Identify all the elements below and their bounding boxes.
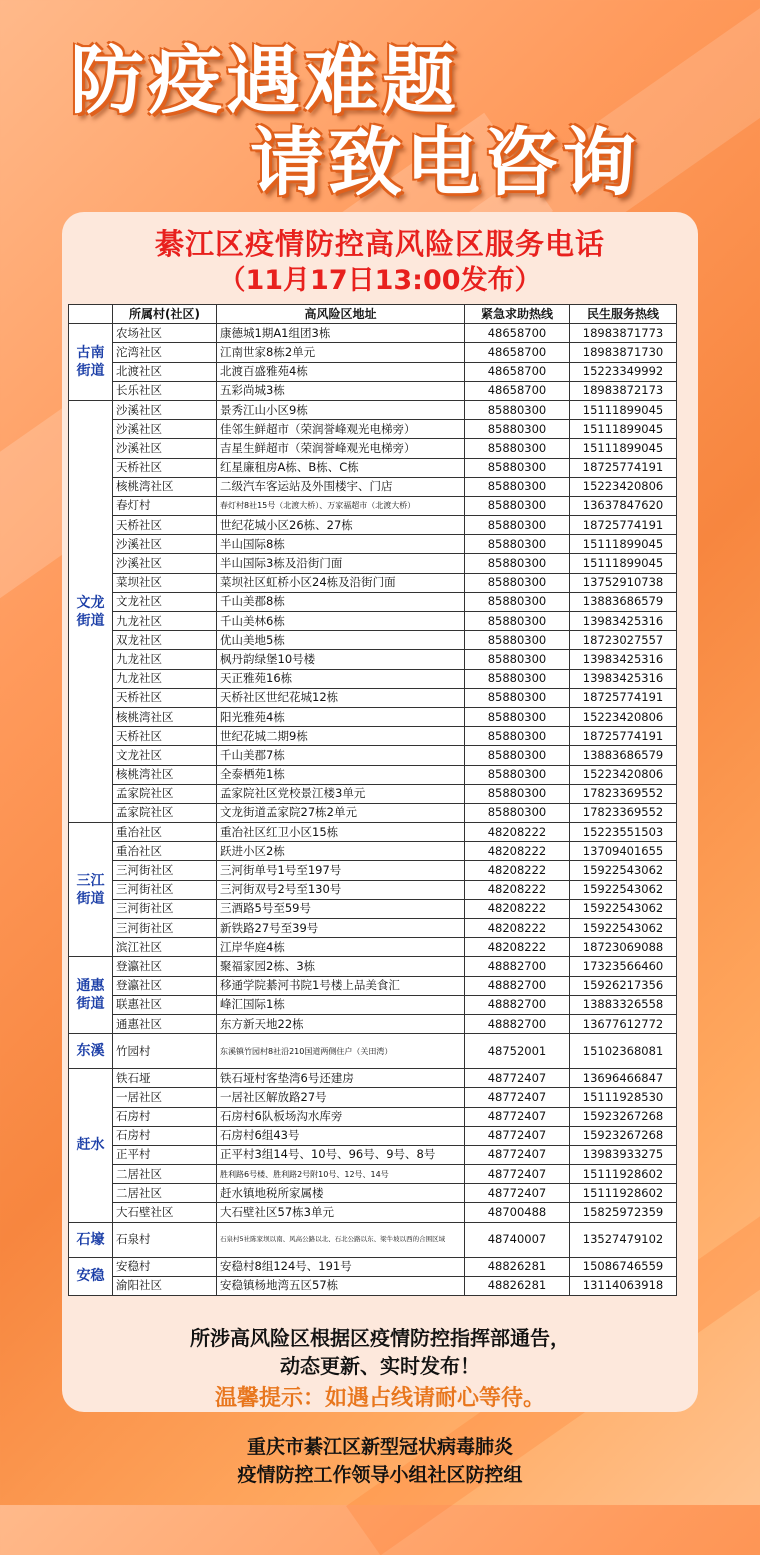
service-line-cell: 15102368081 <box>570 1034 677 1069</box>
address-cell: 世纪花城二期9栋 <box>217 727 465 746</box>
emergency-line-cell: 48882700 <box>465 1014 570 1033</box>
notice-line1: 所涉高风险区根据区疫情防控指挥部通告， <box>190 1326 570 1350</box>
community-cell: 农场社区 <box>113 324 217 343</box>
table-row <box>69 477 677 496</box>
address-cell: 五彩尚城3栋 <box>217 381 465 400</box>
poster-title-line2: 请致电咨询 <box>250 120 640 206</box>
emergency-line-cell: 48208222 <box>465 919 570 938</box>
emergency-line-cell: 48772407 <box>465 1184 570 1203</box>
address-cell: 春灯村8社15号（北渡大桥）、万家福超市（北渡大桥） <box>217 496 465 515</box>
table-row <box>69 938 677 957</box>
service-line-cell: 15922543062 <box>570 880 677 899</box>
service-line-cell: 15223551503 <box>570 823 677 842</box>
notice-line2: 动态更新、实时发布！ <box>280 1354 480 1378</box>
address-cell: 千山美郡8栋 <box>217 592 465 611</box>
address-cell: 文龙街道孟家院27栋2单元 <box>217 803 465 822</box>
emergency-line-cell: 48658700 <box>465 381 570 400</box>
table-row <box>69 669 677 688</box>
street-cell: 三江街道 <box>69 823 113 957</box>
service-line-cell: 13883326558 <box>570 995 677 1014</box>
emergency-line-cell: 85880300 <box>465 688 570 707</box>
emergency-line-cell: 85880300 <box>465 516 570 535</box>
community-cell: 菜坝社区 <box>113 573 217 592</box>
address-cell: 一居社区解放路27号 <box>217 1088 465 1107</box>
table-row <box>69 1126 677 1145</box>
emergency-line-cell: 85880300 <box>465 420 570 439</box>
address-cell: 江南世家8栋2单元 <box>217 343 465 362</box>
address-cell: 千山美林6栋 <box>217 612 465 631</box>
table-row <box>69 592 677 611</box>
service-line-cell: 15111899045 <box>570 535 677 554</box>
community-cell: 三河街社区 <box>113 919 217 938</box>
community-cell: 双龙社区 <box>113 631 217 650</box>
emergency-line-cell: 85880300 <box>465 669 570 688</box>
community-cell: 孟家院社区 <box>113 784 217 803</box>
table-row <box>69 516 677 535</box>
street-cell: 文龙街道 <box>69 400 113 822</box>
address-cell: 菜坝社区虹桥小区24栋及沿街门面 <box>217 573 465 592</box>
address-cell: 三河街双号2号至130号 <box>217 880 465 899</box>
address-cell: 胜利路6号楼、胜利路2号附10号、12号、14号 <box>217 1165 465 1184</box>
emergency-line-cell: 48772407 <box>465 1107 570 1126</box>
address-cell: 东方新天地22栋 <box>217 1014 465 1033</box>
emergency-line-cell: 48208222 <box>465 861 570 880</box>
emergency-line-cell: 85880300 <box>465 439 570 458</box>
table-row <box>69 324 677 343</box>
address-cell: 红星廉租房A栋、B栋、C栋 <box>217 458 465 477</box>
table-row <box>69 535 677 554</box>
emergency-line-cell: 48882700 <box>465 957 570 976</box>
table-row <box>69 362 677 381</box>
table-row <box>69 420 677 439</box>
address-cell: 世纪花城小区26栋、27栋 <box>217 516 465 535</box>
community-cell: 重冶社区 <box>113 823 217 842</box>
service-line-cell: 13696466847 <box>570 1069 677 1088</box>
table-row <box>69 995 677 1014</box>
street-cell: 古南街道 <box>69 324 113 401</box>
emergency-line-cell: 85880300 <box>465 400 570 419</box>
community-cell: 沙溪社区 <box>113 554 217 573</box>
service-line-cell: 18723027557 <box>570 631 677 650</box>
service-line-cell: 15111928602 <box>570 1165 677 1184</box>
address-cell: 江岸华庭4栋 <box>217 938 465 957</box>
org-line2: 疫情防控工作领导小组社区防控组 <box>237 1464 523 1486</box>
street-cell: 东溪 <box>69 1034 113 1069</box>
emergency-line-cell: 85880300 <box>465 784 570 803</box>
service-line-cell: 18725774191 <box>570 688 677 707</box>
service-line-cell: 15111899045 <box>570 554 677 573</box>
emergency-line-cell: 48772407 <box>465 1088 570 1107</box>
address-cell: 枫丹韵绿堡10号楼 <box>217 650 465 669</box>
community-cell: 三河街社区 <box>113 899 217 918</box>
address-cell: 天桥社区世纪花城12栋 <box>217 688 465 707</box>
service-line-cell: 18725774191 <box>570 516 677 535</box>
service-line-cell: 15086746559 <box>570 1257 677 1276</box>
street-cell: 石壕 <box>69 1222 113 1257</box>
community-cell: 联惠社区 <box>113 995 217 1014</box>
table-row <box>69 1257 677 1276</box>
table-header-row <box>69 305 677 324</box>
community-cell: 沱湾社区 <box>113 343 217 362</box>
service-line-cell: 13637847620 <box>570 496 677 515</box>
service-line-cell: 15223420806 <box>570 707 677 726</box>
table-row <box>69 1165 677 1184</box>
emergency-line-cell: 48658700 <box>465 324 570 343</box>
table-row <box>69 381 677 400</box>
community-cell: 沙溪社区 <box>113 400 217 419</box>
service-line-cell: 13983425316 <box>570 612 677 631</box>
table-row <box>69 554 677 573</box>
street-cell: 通惠街道 <box>69 957 113 1034</box>
service-line-cell: 13983425316 <box>570 669 677 688</box>
table-row <box>69 957 677 976</box>
address-cell: 孟家院社区党校景江楼3单元 <box>217 784 465 803</box>
emergency-line-cell: 48772407 <box>465 1145 570 1164</box>
community-cell: 长乐社区 <box>113 381 217 400</box>
address-cell: 半山国际3栋及沿街门面 <box>217 554 465 573</box>
table-row <box>69 439 677 458</box>
table-row <box>69 688 677 707</box>
address-cell: 峰汇国际1栋 <box>217 995 465 1014</box>
emergency-line-cell: 85880300 <box>465 458 570 477</box>
table-row <box>69 880 677 899</box>
table-row <box>69 1088 677 1107</box>
table-row <box>69 784 677 803</box>
service-line-cell: 18725774191 <box>570 727 677 746</box>
service-line-cell: 13883686579 <box>570 746 677 765</box>
address-cell: 优山美地5栋 <box>217 631 465 650</box>
service-line-cell: 15926217356 <box>570 976 677 995</box>
community-cell: 三河街社区 <box>113 880 217 899</box>
table-heading: 綦江区疫情防控高风险区服务电话 <box>154 227 605 261</box>
address-cell: 三河街单号1号至197号 <box>217 861 465 880</box>
table-row <box>69 765 677 784</box>
service-line-cell: 15111899045 <box>570 400 677 419</box>
table-row <box>69 1014 677 1033</box>
community-cell: 九龙社区 <box>113 612 217 631</box>
header-service-line: 民生服务热线 <box>570 305 677 324</box>
header-community: 所属村(社区) <box>113 305 217 324</box>
address-cell: 大石壁社区57栋3单元 <box>217 1203 465 1222</box>
table-row <box>69 612 677 631</box>
table-row <box>69 1203 677 1222</box>
address-cell: 康德城1期A1组团3栋 <box>217 324 465 343</box>
header-street <box>69 305 113 324</box>
emergency-line-cell: 48882700 <box>465 976 570 995</box>
service-line-cell: 17823369552 <box>570 784 677 803</box>
service-line-cell: 13709401655 <box>570 842 677 861</box>
address-cell: 千山美郡7栋 <box>217 746 465 765</box>
emergency-line-cell: 85880300 <box>465 746 570 765</box>
address-cell: 二级汽车客运站及外围楼宇、门店 <box>217 477 465 496</box>
service-line-cell: 15923267268 <box>570 1107 677 1126</box>
table-row <box>69 1276 677 1295</box>
table-row <box>69 573 677 592</box>
community-cell: 文龙社区 <box>113 746 217 765</box>
community-cell: 九龙社区 <box>113 669 217 688</box>
community-cell: 二居社区 <box>113 1165 217 1184</box>
community-cell: 沙溪社区 <box>113 535 217 554</box>
community-cell: 九龙社区 <box>113 650 217 669</box>
community-cell: 重冶社区 <box>113 842 217 861</box>
service-line-cell: 18725774191 <box>570 458 677 477</box>
service-line-cell: 15111899045 <box>570 439 677 458</box>
table-row <box>69 707 677 726</box>
address-cell: 阳光雅苑4栋 <box>217 707 465 726</box>
community-cell: 石房村 <box>113 1107 217 1126</box>
service-line-cell: 15825972359 <box>570 1203 677 1222</box>
poster-title-line1: 防疫遇难题 <box>70 38 460 124</box>
emergency-line-cell: 85880300 <box>465 612 570 631</box>
address-cell: 赶水镇地税所家属楼 <box>217 1184 465 1203</box>
table-row <box>69 650 677 669</box>
service-line-cell: 17823369552 <box>570 803 677 822</box>
community-cell: 竹园村 <box>113 1034 217 1069</box>
address-cell: 新铁路27号至39号 <box>217 919 465 938</box>
table-row <box>69 1107 677 1126</box>
emergency-line-cell: 85880300 <box>465 707 570 726</box>
address-cell: 半山国际8栋 <box>217 535 465 554</box>
community-cell: 核桃湾社区 <box>113 707 217 726</box>
emergency-line-cell: 48772407 <box>465 1165 570 1184</box>
emergency-line-cell: 48208222 <box>465 880 570 899</box>
emergency-line-cell: 85880300 <box>465 631 570 650</box>
community-cell: 通惠社区 <box>113 1014 217 1033</box>
community-cell: 文龙社区 <box>113 592 217 611</box>
table-row <box>69 1222 677 1257</box>
emergency-line-cell: 85880300 <box>465 535 570 554</box>
emergency-line-cell: 48826281 <box>465 1276 570 1295</box>
address-cell: 天正雅苑16栋 <box>217 669 465 688</box>
service-line-cell: 15223420806 <box>570 765 677 784</box>
service-line-cell: 15111899045 <box>570 420 677 439</box>
org-line1: 重庆市綦江区新型冠状病毒肺炎 <box>246 1436 513 1458</box>
service-line-cell: 15111928530 <box>570 1088 677 1107</box>
emergency-line-cell: 48658700 <box>465 343 570 362</box>
community-cell: 滨江社区 <box>113 938 217 957</box>
address-cell: 北渡百盛雅苑4栋 <box>217 362 465 381</box>
service-line-cell: 13883686579 <box>570 592 677 611</box>
emergency-line-cell: 48826281 <box>465 1257 570 1276</box>
table-row <box>69 823 677 842</box>
address-cell: 石房村6组43号 <box>217 1126 465 1145</box>
street-cell: 赶水 <box>69 1069 113 1223</box>
warm-tip: 温馨提示：如遇占线请耐心等待。 <box>214 1386 545 1411</box>
community-cell: 二居社区 <box>113 1184 217 1203</box>
community-cell: 铁石垭 <box>113 1069 217 1088</box>
emergency-line-cell: 48772407 <box>465 1126 570 1145</box>
community-cell: 安稳村 <box>113 1257 217 1276</box>
table-row <box>69 400 677 419</box>
address-cell: 移通学院綦河书院1号楼上品美食汇 <box>217 976 465 995</box>
service-line-cell: 18723069088 <box>570 938 677 957</box>
emergency-line-cell: 85880300 <box>465 803 570 822</box>
address-cell: 佳邻生鲜超市（荣润誉峰观光电梯旁） <box>217 420 465 439</box>
community-cell: 核桃湾社区 <box>113 477 217 496</box>
address-cell: 安稳镇杨地湾五区57栋 <box>217 1276 465 1295</box>
table-row <box>69 631 677 650</box>
service-line-cell: 13983425316 <box>570 650 677 669</box>
table-row <box>69 1184 677 1203</box>
emergency-line-cell: 48772407 <box>465 1069 570 1088</box>
service-line-cell: 15923267268 <box>570 1126 677 1145</box>
table-row <box>69 1069 677 1088</box>
service-line-cell: 13752910738 <box>570 573 677 592</box>
emergency-line-cell: 85880300 <box>465 554 570 573</box>
table-row <box>69 746 677 765</box>
address-cell: 重冶社区红卫小区15栋 <box>217 823 465 842</box>
address-cell: 安稳村8组124号、191号 <box>217 1257 465 1276</box>
emergency-line-cell: 48208222 <box>465 823 570 842</box>
community-cell: 石房村 <box>113 1126 217 1145</box>
table-row <box>69 976 677 995</box>
community-cell: 三河街社区 <box>113 861 217 880</box>
table-row <box>69 1034 677 1069</box>
hotline-table <box>68 304 677 1296</box>
community-cell: 沙溪社区 <box>113 420 217 439</box>
emergency-line-cell: 48740007 <box>465 1222 570 1257</box>
emergency-line-cell: 48700488 <box>465 1203 570 1222</box>
community-cell: 春灯村 <box>113 496 217 515</box>
emergency-line-cell: 48208222 <box>465 938 570 957</box>
header-emergency-line: 紧急求助热线 <box>465 305 570 324</box>
emergency-line-cell: 48208222 <box>465 899 570 918</box>
table-row <box>69 861 677 880</box>
address-cell: 景秀江山小区9栋 <box>217 400 465 419</box>
emergency-line-cell: 48882700 <box>465 995 570 1014</box>
community-cell: 天桥社区 <box>113 688 217 707</box>
service-line-cell: 18983872173 <box>570 381 677 400</box>
street-cell: 安稳 <box>69 1257 113 1295</box>
service-line-cell: 13983933275 <box>570 1145 677 1164</box>
service-line-cell: 15223349992 <box>570 362 677 381</box>
service-line-cell: 13114063918 <box>570 1276 677 1295</box>
table-row <box>69 803 677 822</box>
emergency-line-cell: 85880300 <box>465 592 570 611</box>
address-cell: 石房村6队板场沟水库旁 <box>217 1107 465 1126</box>
address-cell: 石泉村5社陈家坝以南、风高公路以北、石北公路以东、梁牛坡以西的合围区域 <box>217 1222 465 1257</box>
table-row <box>69 842 677 861</box>
emergency-line-cell: 85880300 <box>465 727 570 746</box>
service-line-cell: 13527479102 <box>570 1222 677 1257</box>
address-cell: 聚福家园2栋、3栋 <box>217 957 465 976</box>
table-row <box>69 458 677 477</box>
community-cell: 大石壁社区 <box>113 1203 217 1222</box>
table-row <box>69 496 677 515</box>
emergency-line-cell: 48752001 <box>465 1034 570 1069</box>
service-line-cell: 18983871730 <box>570 343 677 362</box>
emergency-line-cell: 48208222 <box>465 842 570 861</box>
community-cell: 天桥社区 <box>113 727 217 746</box>
service-line-cell: 17323566460 <box>570 957 677 976</box>
community-cell: 核桃湾社区 <box>113 765 217 784</box>
community-cell: 登瀛社区 <box>113 957 217 976</box>
table-row <box>69 899 677 918</box>
service-line-cell: 15111928602 <box>570 1184 677 1203</box>
emergency-line-cell: 85880300 <box>465 477 570 496</box>
community-cell: 天桥社区 <box>113 516 217 535</box>
community-cell: 石泉村 <box>113 1222 217 1257</box>
publish-time: （11月17日13:00发布） <box>218 265 542 296</box>
community-cell: 天桥社区 <box>113 458 217 477</box>
address-cell: 吉星生鲜超市（荣润誉峰观光电梯旁） <box>217 439 465 458</box>
emergency-line-cell: 85880300 <box>465 650 570 669</box>
service-line-cell: 15922543062 <box>570 919 677 938</box>
address-cell: 跃进小区2栋 <box>217 842 465 861</box>
emergency-line-cell: 48658700 <box>465 362 570 381</box>
address-cell: 铁石垭村客垫湾6号还建房 <box>217 1069 465 1088</box>
community-cell: 北渡社区 <box>113 362 217 381</box>
community-cell: 孟家院社区 <box>113 803 217 822</box>
emergency-line-cell: 85880300 <box>465 496 570 515</box>
address-cell: 东溪镇竹园村8社沿210国道两侧住户（关田湾） <box>217 1034 465 1069</box>
address-cell: 全泰栖苑1栋 <box>217 765 465 784</box>
address-cell: 三酒路5号至59号 <box>217 899 465 918</box>
service-line-cell: 15922543062 <box>570 861 677 880</box>
table-row <box>69 919 677 938</box>
community-cell: 登瀛社区 <box>113 976 217 995</box>
service-line-cell: 15223420806 <box>570 477 677 496</box>
service-line-cell: 15922543062 <box>570 899 677 918</box>
table-row <box>69 727 677 746</box>
community-cell: 沙溪社区 <box>113 439 217 458</box>
header-address: 高风险区地址 <box>217 305 465 324</box>
address-cell: 正平村3组14号、10号、96号、9号、8号 <box>217 1145 465 1164</box>
table-row <box>69 343 677 362</box>
community-cell: 一居社区 <box>113 1088 217 1107</box>
emergency-line-cell: 85880300 <box>465 573 570 592</box>
service-line-cell: 13677612772 <box>570 1014 677 1033</box>
emergency-line-cell: 85880300 <box>465 765 570 784</box>
table-row <box>69 1145 677 1164</box>
service-line-cell: 18983871773 <box>570 324 677 343</box>
community-cell: 正平村 <box>113 1145 217 1164</box>
community-cell: 渝阳社区 <box>113 1276 217 1295</box>
